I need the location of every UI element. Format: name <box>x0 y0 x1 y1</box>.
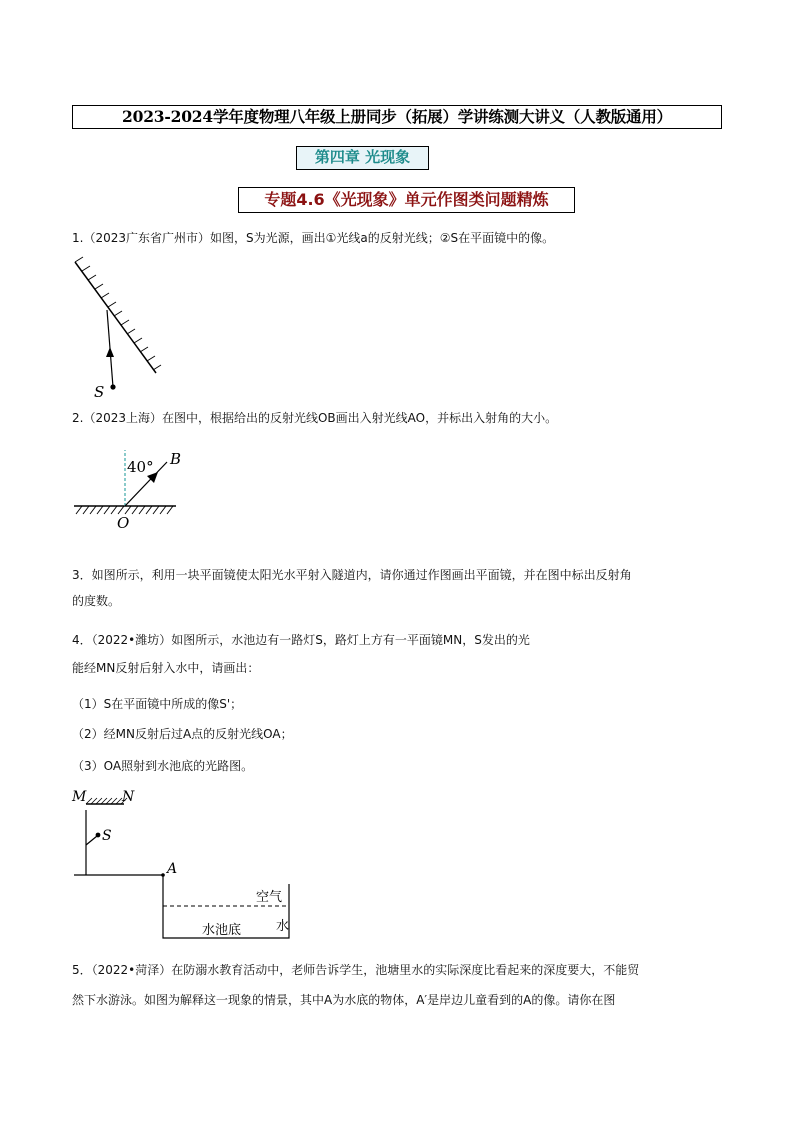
question-3-text-line1: 3．如图所示，利用一块平面镜使太阳光水平射入隧道内，请你通过作图画出平面镜，并在图中标出反射角 <box>72 568 632 582</box>
question-5-text-line1: 5．（2022•菏泽）在防溺水教育活动中，老师告诉学生，池塘里水的实际深度比看起来的深度要大，不能贸 <box>72 963 640 977</box>
question-3-text-line2: 的度数。 <box>72 594 121 608</box>
label-n: N <box>122 789 135 805</box>
question-4-sub2: （2）经MN反射后过A点的反射光线OA； <box>72 727 293 741</box>
angle-label: 40° <box>127 458 154 476</box>
light-source-point <box>110 384 115 389</box>
source-label: S <box>94 383 105 401</box>
question-5-text-line2: 然下水游泳。如图为解释这一现象的情景，其中A为水底的物体，A′是岸边儿童看到的A的像。请你在图 <box>72 993 616 1007</box>
mirror-hatching <box>75 257 161 370</box>
figure-2-reflection <box>70 446 190 532</box>
mirror-line <box>75 262 156 373</box>
label-water: 水 <box>276 919 290 934</box>
question-4-sub3: （3）OA照射到水池底的光路图。 <box>72 759 254 773</box>
question-1-text: 1.（2023广东省广州市）如图，S为光源，画出①光线a的反射光线；②S在平面镜中的像。 <box>72 231 555 245</box>
chapter-heading: 第四章 光现象 <box>296 146 429 170</box>
mirror-hatching <box>86 798 127 804</box>
question-4-text-line1: 4．（2022•潍坊）如图所示，水池边有一路灯S，路灯上方有一平面镜MN，S发出的光 <box>72 633 530 647</box>
lamp-arm <box>86 836 97 845</box>
figure-4-pool <box>70 788 300 944</box>
question-4-text-line2: 能经MN反射后射入水中，请画出： <box>72 661 260 675</box>
label-air: 空气 <box>256 890 283 905</box>
document-title: 2023-2024学年度物理八年级上册同步（拓展）学讲练测大讲义（人教版通用） <box>72 105 722 129</box>
topic-heading: 专题4.6《光现象》单元作图类问题精炼 <box>238 187 575 213</box>
mirror-hatching <box>76 506 173 514</box>
ray-label-b: B <box>170 450 182 468</box>
label-pool-bottom: 水池底 <box>202 923 242 938</box>
label-s: S <box>102 828 112 844</box>
point-label-o: O <box>117 514 130 532</box>
label-m: M <box>72 789 87 805</box>
label-a: A <box>167 861 178 877</box>
ray-arrow <box>106 347 114 357</box>
question-4-sub1: （1）S在平面镜中所成的像S'； <box>72 697 243 711</box>
figure-1-plane-mirror <box>60 255 170 405</box>
light-source-s <box>96 833 101 838</box>
question-2-text: 2.（2023上海）在图中，根据给出的反射光线OB画出入射光线AO，并标出入射角的大小。 <box>72 411 558 425</box>
